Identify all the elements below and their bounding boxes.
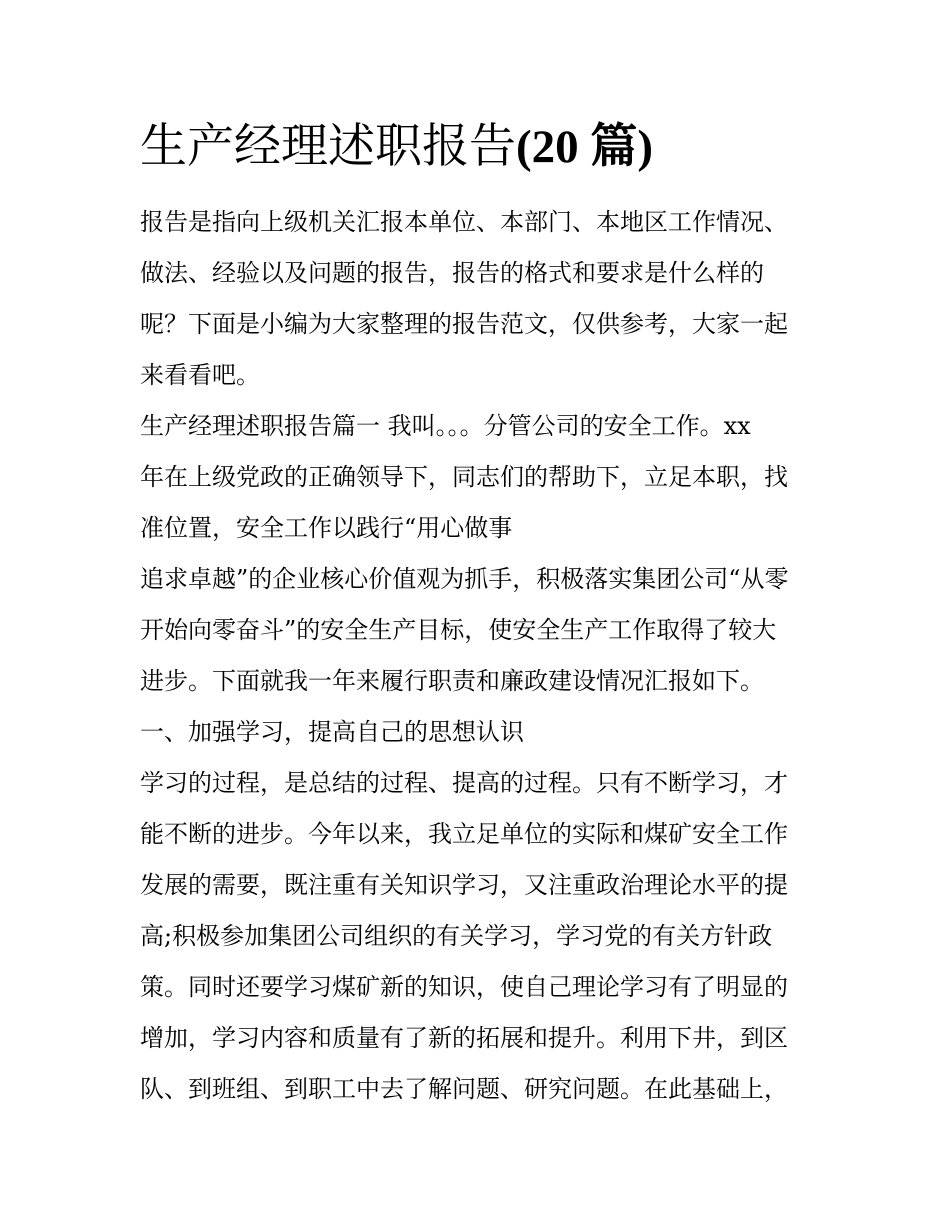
body-line-1: 报告是指向上级机关汇报本单位、本部门、本地区工作情况、 — [140, 208, 788, 236]
body-line-15: 高;积极参加集团公司组织的有关学习，学习党的有关方针政 — [140, 922, 773, 950]
section-heading: 一、加强学习，提高自己的思想认识 — [140, 718, 524, 746]
body-line-8: 追求卓越”的企业核心价值观为抓手，积极落实集团公司“从零 — [140, 565, 789, 593]
body-line-9: 开始向零奋斗”的安全生产目标，使安全生产工作取得了较大 — [140, 616, 777, 644]
body-line-5: 生产经理述职报告篇一 我叫。。。分管公司的安全工作。xx — [140, 412, 751, 440]
body-line-16: 策。同时还要学习煤矿新的知识，使自己理论学习有了明显的 — [140, 973, 788, 1001]
body-line-2: 做法、经验以及问题的报告，报告的格式和要求是什么样的 — [140, 259, 764, 287]
document-title-count: (20 篇) — [516, 121, 654, 173]
body-line-18: 队、到班组、到职工中去了解问题、研究问题。在此基础上， — [140, 1075, 788, 1103]
body-line-12: 学习的过程，是总结的过程、提高的过程。只有不断学习，才 — [140, 769, 788, 797]
body-line-6: 年在上级党政的正确领导下，同志们的帮助下，立足本职，找 — [140, 463, 788, 491]
body-line-10: 进步。下面就我一年来履行职责和廉政建设情况汇报如下。 — [140, 667, 764, 695]
document-title-text: 生产经理述职报告 — [140, 119, 516, 174]
body-line-13: 能不断的进步。今年以来，我立足单位的实际和煤矿安全工作 — [140, 820, 788, 848]
body-line-3: 呢？下面是小编为大家整理的报告范文，仅供参考，大家一起 — [140, 310, 788, 338]
body-line-14: 发展的需要，既注重有关知识学习，又注重政治理论水平的提 — [140, 871, 788, 899]
body-line-17: 增加，学习内容和质量有了新的拓展和提升。利用下井，到区 — [140, 1024, 788, 1052]
body-line-4: 来看看吧。 — [140, 361, 260, 389]
document-title — [140, 112, 840, 182]
body-line-7: 准位置，安全工作以践行“用心做事 — [140, 514, 513, 542]
